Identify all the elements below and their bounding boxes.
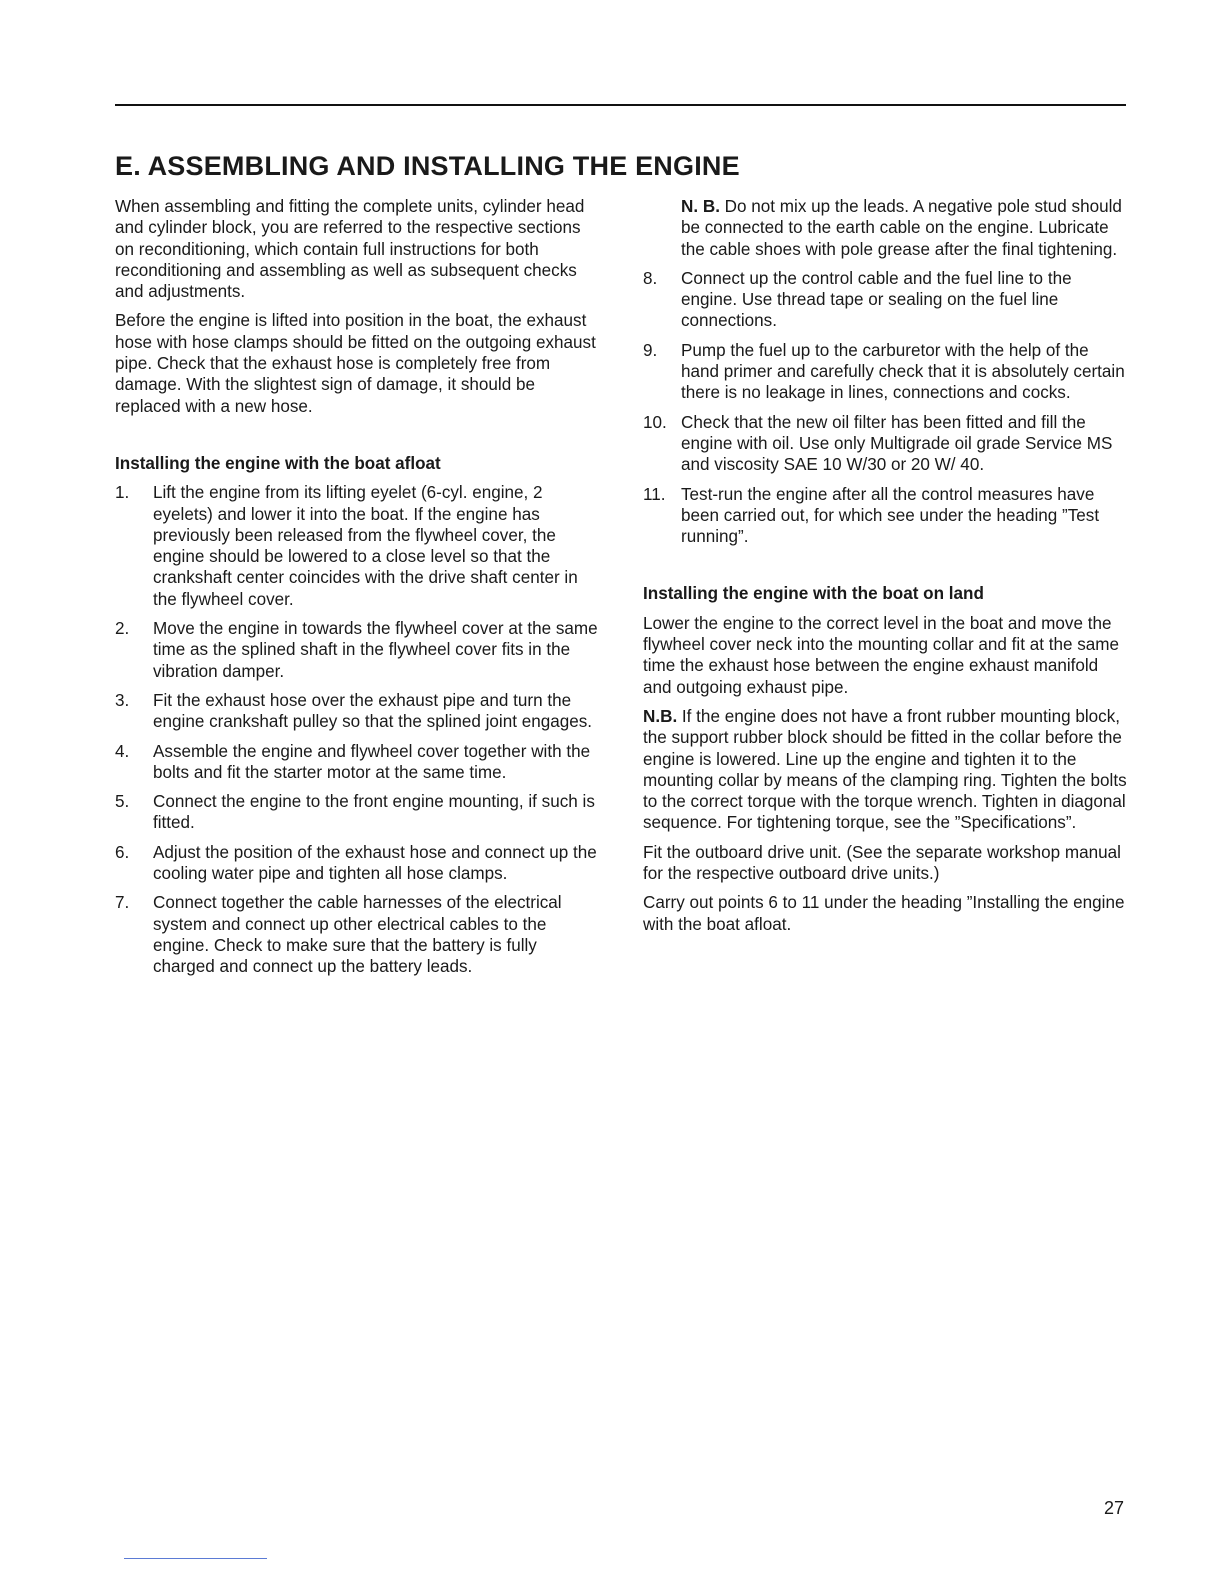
step-item-10 bbox=[643, 412, 1127, 476]
step-item-6 bbox=[115, 842, 601, 885]
step-text: Assemble the engine and flywheel cover together with the bolts and fit the starter motor at the same time. bbox=[153, 741, 591, 782]
right-column bbox=[643, 196, 1127, 943]
step-item-11 bbox=[643, 484, 1127, 548]
afloat-heading: Installing the engine with the boat afloat bbox=[115, 453, 441, 473]
nb-label: N.B. bbox=[643, 706, 678, 726]
step-text: Test-run the engine after all the control measures have been carried out, for which see under the heading ”Test running”. bbox=[681, 484, 1100, 547]
land-paragraph-3: Fit the outboard drive unit. (See the separate workshop manual for the respective outboard drive units.) bbox=[643, 842, 1121, 884]
step-text: Adjust the position of the exhaust hose and connect up the cooling water pipe and tighten all hose clamps. bbox=[153, 842, 597, 884]
page-title: E. ASSEMBLING AND INSTALLING THE ENGINE bbox=[115, 151, 740, 181]
step-item-1 bbox=[115, 482, 601, 610]
bottom-line bbox=[124, 1558, 267, 1559]
step-text: Move the engine in towards the flywheel cover at the same time as the splined shaft in the flywheel cover fits in the vibration damper. bbox=[153, 619, 598, 681]
step-number: 9. bbox=[643, 340, 658, 360]
step-item-4 bbox=[115, 741, 601, 784]
step-number: 5. bbox=[115, 792, 130, 812]
step-text: Lift the engine from its lifting eyelet (6-cyl. engine, 2 eyelets) and lower it into the boat. If the engine has previously been released from the flywheel cover, the engine should be lowered to a close level so that the crankshaft center coincides with the drive shaft center in the flywheel cover. bbox=[153, 483, 578, 609]
intro-paragraph-1: When assembling and fitting the complete units, cylinder head and cylinder block, you are referred to the respective sections on reconditioning, which contain full instructions for both reconditioning and assembling as well as subsequent checks and adjustments. bbox=[115, 197, 585, 302]
step-text: Connect together the cable harnesses of the electrical system and connect up other electrical cables to the engine. Check to make sure that the battery is fully charged and connect up the battery leads. bbox=[153, 893, 562, 977]
step-number: 11. bbox=[643, 484, 666, 504]
step-item-5 bbox=[115, 791, 601, 834]
nb-label: N. B. bbox=[681, 197, 720, 216]
step-number: 4. bbox=[115, 741, 130, 761]
step-text: Pump the fuel up to the carburetor with the help of the hand primer and carefully check that it is absolutely certain there is no leakage in lines, connections and cocks. bbox=[681, 340, 1125, 403]
step-item-8 bbox=[643, 268, 1127, 332]
step-number: 6. bbox=[115, 842, 130, 862]
step-number: 3. bbox=[115, 690, 130, 710]
step-item-3 bbox=[115, 690, 601, 733]
step-text: Connect up the control cable and the fuel line to the engine. Use thread tape or sealing on the fuel line connections. bbox=[681, 268, 1072, 331]
step-item-2 bbox=[115, 618, 601, 682]
land-heading: Installing the engine with the boat on land bbox=[643, 584, 984, 604]
intro-paragraph-2: Before the engine is lifted into position in the boat, the exhaust hose with hose clamps should be fitted on the outgoing exhaust pipe. Check that the exhaust hose is completely free from damage. With the slightest sign of damage, it should be replaced with a new hose. bbox=[115, 311, 596, 416]
land-nb-paragraph bbox=[643, 706, 1127, 834]
land-paragraph-4: Carry out points 6 to 11 under the heading ”Installing the engine with the boat afloat. bbox=[643, 893, 1125, 934]
step-number: 1. bbox=[115, 483, 130, 503]
step-item-9 bbox=[643, 340, 1127, 404]
step-number: 7. bbox=[115, 893, 130, 913]
step-text: Check that the new oil filter has been fitted and fill the engine with oil. Use only Multigrade oil grade Service MS and viscosity SAE 10 W/30 or 20 W/ 40. bbox=[681, 412, 1113, 475]
land-paragraph-1: Lower the engine to the correct level in the boat and move the flywheel cover neck into the mounting collar and fit at the same time the exhaust hose between the engine exhaust manifold and outgoing exhaust pipe. bbox=[643, 613, 1120, 697]
step-text: Fit the exhaust hose over the exhaust pipe and turn the engine crankshaft pulley so that the splined joint engages. bbox=[153, 690, 593, 732]
step-text: Connect the engine to the front engine mounting, if such is fitted. bbox=[153, 792, 595, 833]
nb-note-leads bbox=[643, 196, 1127, 260]
step-number: 10. bbox=[643, 412, 667, 432]
page-number: 27 bbox=[1104, 1498, 1125, 1518]
top-rule bbox=[115, 104, 1126, 106]
nb-text: Do not mix up the leads. A negative pole stud should be connected to the earth cable on the engine. Lubricate the cable shoes with pole grease after the final tightening. bbox=[681, 197, 1122, 259]
nb-text: If the engine does not have a front rubber mounting block, the support rubber block should be fitted in the collar before the engine is lowered. Line up the engine and tighten it to the mounting collar by means of the clamping ring. Tighten the bolts to the correct torque with the torque wrench. Tighten in diagonal sequence. For tightening torque, see the ”Specifications”. bbox=[643, 706, 1127, 833]
step-number: 2. bbox=[115, 619, 130, 639]
step-number: 8. bbox=[643, 268, 658, 288]
step-item-7 bbox=[115, 892, 601, 977]
left-column bbox=[115, 196, 601, 986]
